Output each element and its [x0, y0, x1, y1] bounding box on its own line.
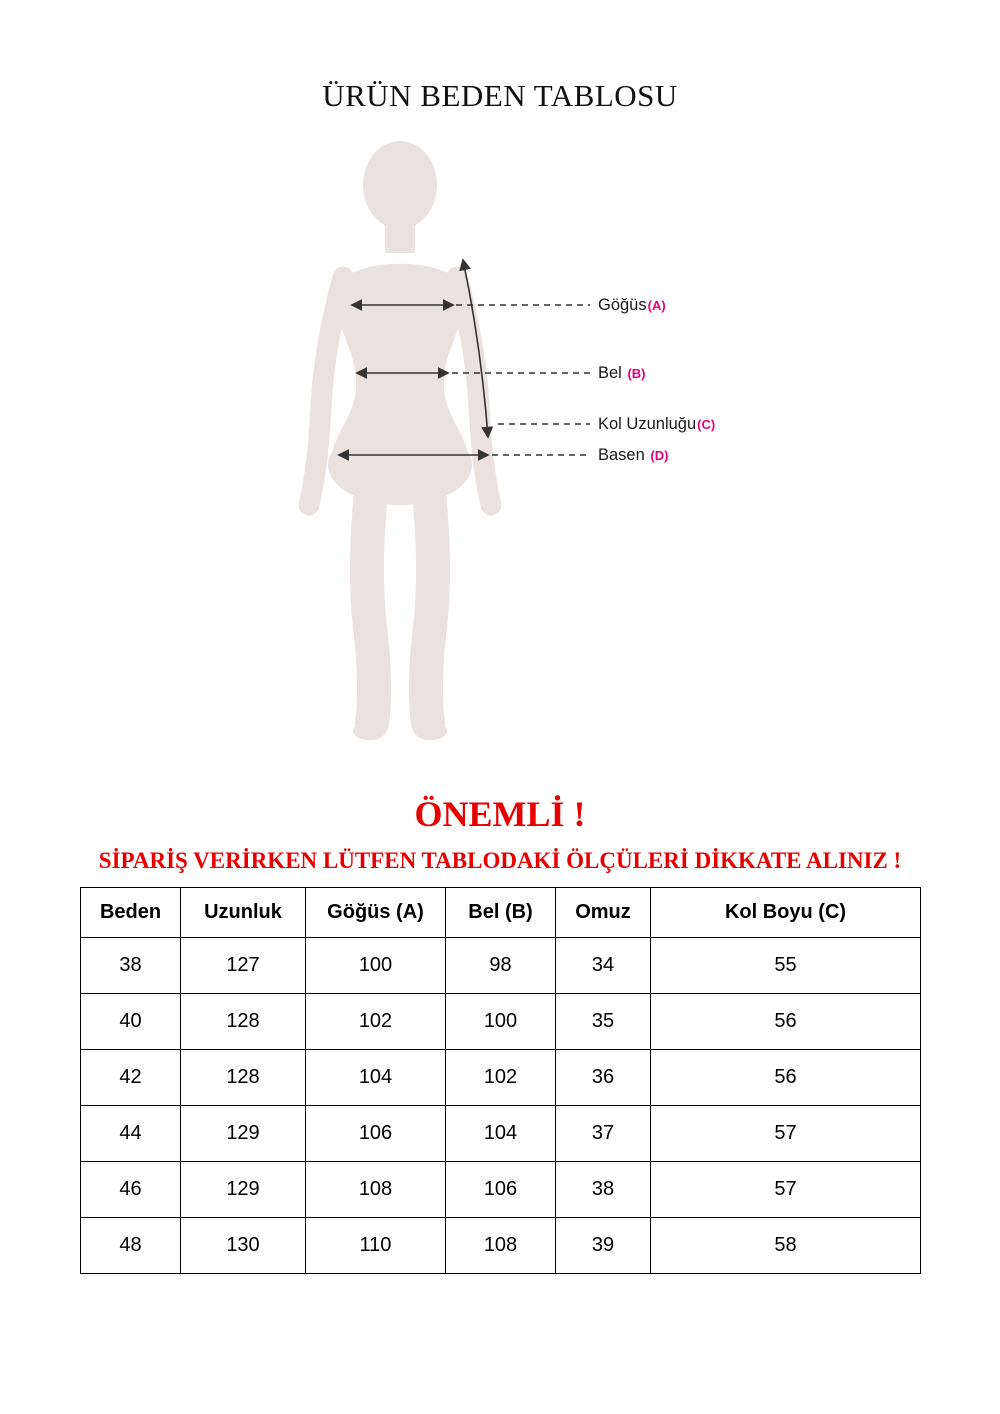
table-cell: 48	[81, 1218, 181, 1274]
header-row	[81, 888, 921, 938]
table-cell: 57	[651, 1162, 921, 1218]
table-cell: 104	[446, 1106, 556, 1162]
page-title: ÜRÜN BEDEN TABLOSU	[322, 78, 678, 113]
column-header: Kol Boyu (C)	[651, 888, 921, 938]
notice-warning: SİPARİŞ VERİRKEN LÜTFEN TABLODAKİ ÖLÇÜLERİ DİKKATE ALINIZ !	[98, 848, 902, 873]
body-silhouette	[328, 141, 472, 505]
measurement-label-text: Kol Uzunluğu	[598, 415, 697, 433]
table-cell: 56	[651, 994, 921, 1050]
table-row	[81, 1218, 921, 1274]
table-cell: 39	[556, 1218, 651, 1274]
table-cell: 102	[306, 994, 446, 1050]
column-header: Göğüs (A)	[306, 888, 446, 938]
table-row	[81, 938, 921, 994]
body-feet	[353, 722, 447, 740]
table-cell: 102	[446, 1050, 556, 1106]
measurement-label-text: Basen	[598, 446, 645, 464]
table-cell: 57	[651, 1106, 921, 1162]
table-row	[81, 1050, 921, 1106]
table-cell: 108	[446, 1218, 556, 1274]
table-cell: 104	[306, 1050, 446, 1106]
measurement-label-code: (A)	[647, 298, 666, 313]
size-table	[80, 887, 921, 1274]
table-cell: 98	[446, 938, 556, 994]
table-cell: 108	[306, 1162, 446, 1218]
column-header: Beden	[81, 888, 181, 938]
measurement-label-text: Bel	[598, 364, 622, 382]
measurement-diagram	[0, 135, 1000, 760]
table-row	[81, 1106, 921, 1162]
table-row	[81, 994, 921, 1050]
table-cell: 100	[306, 938, 446, 994]
table-cell: 37	[556, 1106, 651, 1162]
column-header: Bel (B)	[446, 888, 556, 938]
size-table-body	[81, 938, 921, 1274]
measurement-label-text: Göğüs	[598, 296, 647, 314]
table-cell: 130	[181, 1218, 306, 1274]
table-cell: 129	[181, 1162, 306, 1218]
table-cell: 42	[81, 1050, 181, 1106]
measurement-label-code: (C)	[697, 417, 716, 432]
table-cell: 55	[651, 938, 921, 994]
table-cell: 38	[556, 1162, 651, 1218]
table-cell: 106	[446, 1162, 556, 1218]
notice-heading: ÖNEMLİ !	[414, 794, 586, 834]
table-cell: 46	[81, 1162, 181, 1218]
table-cell: 34	[556, 938, 651, 994]
measurement-label-gogus	[598, 294, 666, 316]
measurement-label-kol-uzunlugu	[598, 413, 715, 435]
table-cell: 40	[81, 994, 181, 1050]
table-cell: 44	[81, 1106, 181, 1162]
table-cell: 110	[306, 1218, 446, 1274]
table-cell: 35	[556, 994, 651, 1050]
column-header: Uzunluk	[181, 888, 306, 938]
measurement-label-basen	[598, 444, 668, 466]
table-cell: 38	[81, 938, 181, 994]
table-cell: 100	[446, 994, 556, 1050]
column-header: Omuz	[556, 888, 651, 938]
table-cell: 127	[181, 938, 306, 994]
measurement-label-code: (B)	[627, 366, 646, 381]
table-cell: 129	[181, 1106, 306, 1162]
table-cell: 58	[651, 1218, 921, 1274]
table-cell: 106	[306, 1106, 446, 1162]
size-table-head	[81, 888, 921, 938]
table-cell: 128	[181, 1050, 306, 1106]
table-cell: 56	[651, 1050, 921, 1106]
body-silhouette-graphic	[0, 135, 1000, 760]
table-row	[81, 1162, 921, 1218]
measurement-label-code: (D)	[650, 448, 669, 463]
measurement-label-bel	[598, 362, 646, 384]
table-cell: 36	[556, 1050, 651, 1106]
table-cell: 128	[181, 994, 306, 1050]
